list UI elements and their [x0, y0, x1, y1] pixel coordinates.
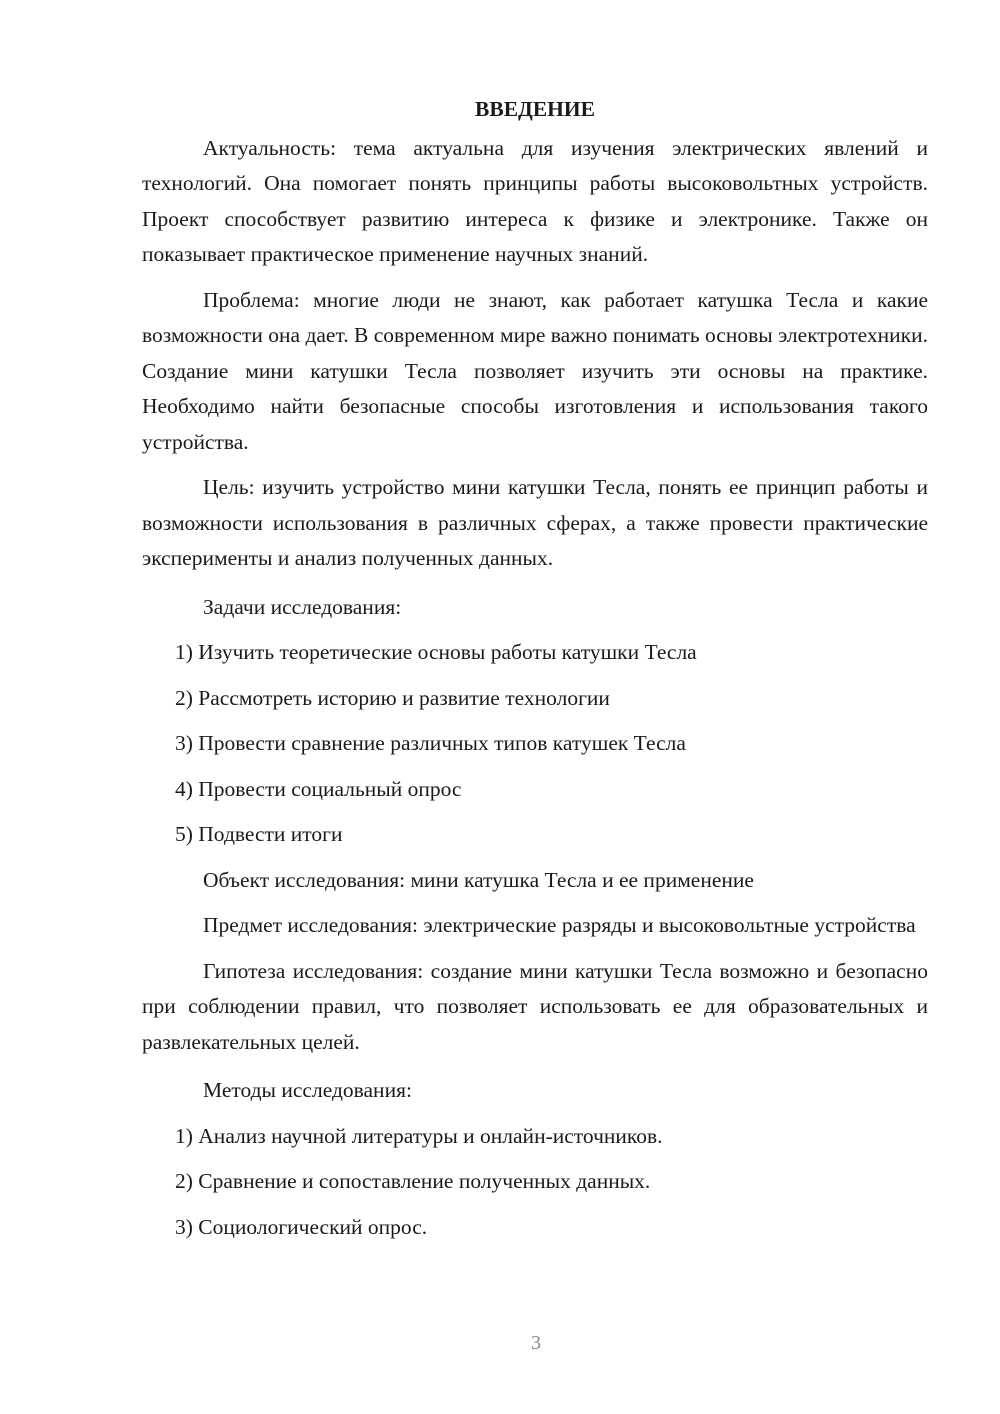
tasks-heading: Задачи исследования:: [203, 594, 402, 619]
research-subject-paragraph: Предмет исследования: электрические разряды и высоковольтные устройства: [203, 913, 916, 937]
method-item: 3) Социологический опрос.: [175, 1214, 428, 1239]
research-object: Объект исследования: мини катушка Тесла и ее применение: [203, 867, 754, 892]
task-item: 4) Провести социальный опрос: [175, 776, 462, 801]
task-item: 3) Провести сравнение различных типов катушек Тесла: [175, 731, 686, 755]
method-item: 1) Анализ научной литературы и онлайн-источников.: [175, 1123, 663, 1148]
section-title: ВВЕДЕНИЕ: [475, 97, 595, 121]
task-item: 1) Изучить теоретические основы работы катушки Тесла: [175, 640, 697, 664]
methods-heading: Методы исследования:: [203, 1078, 412, 1102]
page-number: 3: [531, 1332, 541, 1354]
task-item: 2) Рассмотреть историю и развитие технологии: [175, 685, 610, 710]
task-item: 5) Подвести итоги: [175, 822, 343, 846]
method-item: 2) Сравнение и сопоставление полученных данных.: [175, 1169, 651, 1193]
goal-paragraph: Цель: изучить устройство мини катушки Тесла, понять ее принцип работы и возможности использования в различных сферах, а также провести практические эксперименты и анализ полученных данных.: [142, 475, 928, 570]
document-body: [142, 92, 928, 1255]
relevance-paragraph: Актуальность: тема актуальна для изучения электрических явлений и технологий. Она помогает понять принципы работы высоковольтных устройств. Проект способствует развитию интереса к физике и электронике. Также он показывает практическое применение научных знаний.: [142, 135, 928, 266]
hypothesis-paragraph: Гипотеза исследования: создание мини катушки Тесла возможно и безопасно при соблюдении правил, что позволяет использовать ее для образовательных и развлекательных целей.: [142, 958, 928, 1054]
problem-paragraph: Проблема: многие люди не знают, как работает катушка Тесла и какие возможности она дает. В современном мире важно понимать основы электротехники. Создание мини катушки Тесла позволяет изучить эти основы на практике. Необходимо найти безопасные способы изготовления и использования такого устройства.: [142, 287, 928, 454]
